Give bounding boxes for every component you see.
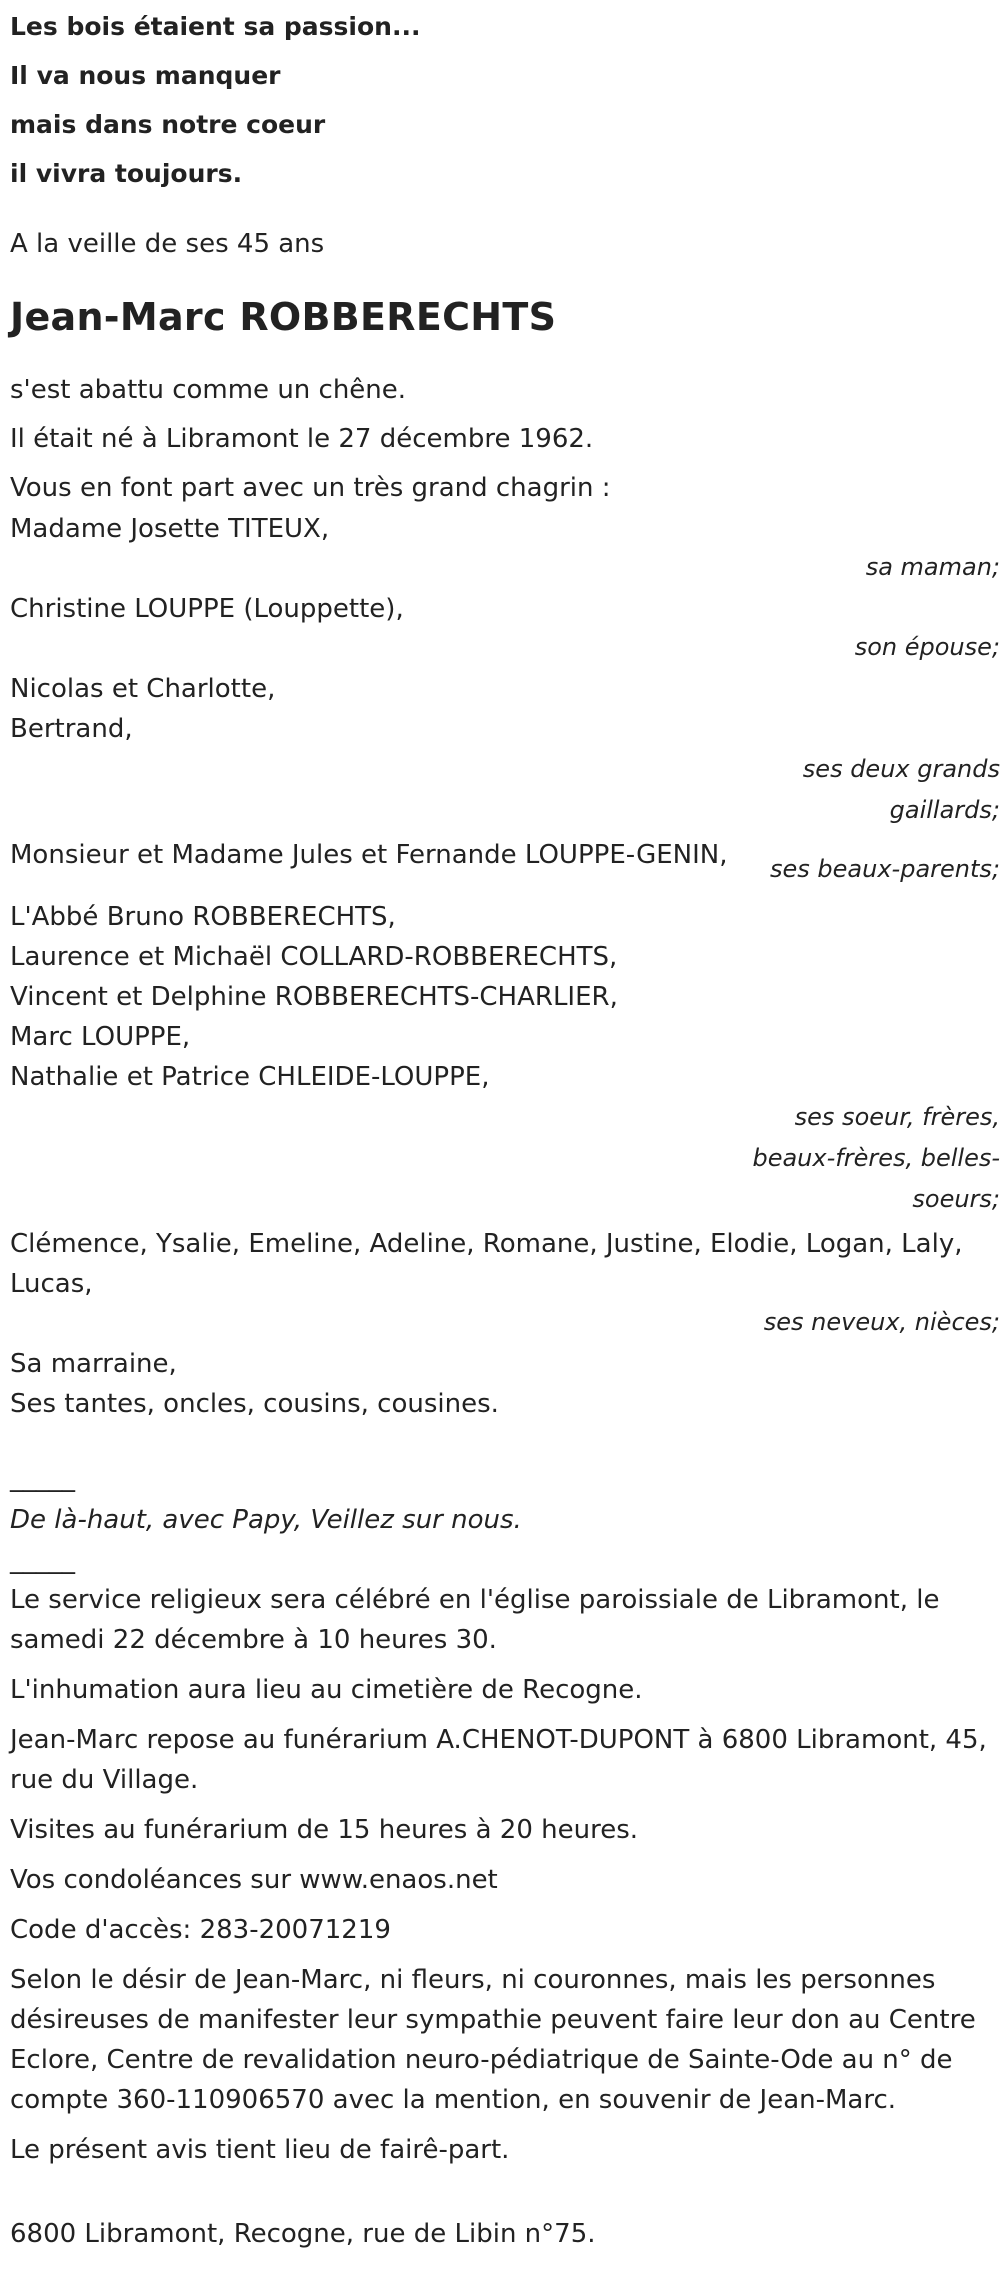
family-member: Monsieur et Madame Jules et Fernande LOUPPE-GENIN,	[10, 840, 728, 870]
deceased-name: Jean-Marc ROBBERECHTS	[10, 295, 557, 339]
obituary-content	[0, 2, 1000, 2254]
address: 6800 Libramont, Recogne, rue de Libin n°75.	[10, 2219, 596, 2249]
family-relation: ses neveux, nièces;	[763, 1308, 1000, 1336]
family-member: Laurence et Michaël COLLARD-ROBBERECHTS,	[10, 942, 618, 972]
family-group	[10, 897, 1000, 1220]
family-group	[10, 509, 1000, 585]
poem-line: il vivra toujours.	[10, 159, 243, 188]
family-group	[10, 589, 1000, 665]
info-paragraph: Le présent avis tient lieu de fairê-part.	[10, 2135, 510, 2165]
separator: _____	[10, 1545, 75, 1575]
info-paragraph: Le service religieux sera célébré en l'église paroissiale de Libramont, le samedi 22 décembre à 10 heures 30.	[10, 1585, 940, 1655]
family-member: Sa marraine,	[10, 1349, 177, 1379]
poem-line: Il va nous manquer	[10, 61, 281, 90]
intro-line: s'est abattu comme un chêne.	[10, 375, 407, 405]
family-member: Marc LOUPPE,	[10, 1022, 191, 1052]
info-paragraph: Selon le désir de Jean-Marc, ni fleurs, ni couronnes, mais les personnes désireuses de manifester leur sympathie peuvent faire leur don au Centre Eclore, Centre de revalidation neuro-pédiatrique de Sainte-Ode au n° de compte 360-110906570 avec la mention, en souvenir de Jean-Marc.	[10, 1965, 976, 2115]
info-paragraph: Code d'accès: 283-20071219	[10, 1915, 391, 1945]
family-relation: sa maman;	[865, 553, 1000, 581]
family-member: Clémence, Ysalie, Emeline, Adeline, Romane, Justine, Elodie, Logan, Laly, Lucas,	[10, 1229, 963, 1299]
family-relation-wrap	[10, 1097, 1000, 1220]
age-line: A la veille de ses 45 ans	[10, 229, 325, 259]
separator: _____	[10, 1463, 75, 1493]
family-member: Christine LOUPPE (Louppette),	[10, 594, 404, 624]
family-relation: son épouse;	[854, 633, 1000, 661]
family-member: Nicolas et Charlotte,	[10, 674, 276, 704]
poem	[10, 2, 1000, 198]
family-member: Nathalie et Patrice CHLEIDE-LOUPPE,	[10, 1062, 490, 1092]
funeral-info	[10, 1580, 1000, 2170]
family-group	[10, 1344, 1000, 1424]
intro-line: Vous en font part avec un très grand chagrin :	[10, 473, 611, 503]
family-member: Vincent et Delphine ROBBERECHTS-CHARLIER,	[10, 982, 618, 1012]
family-relation: ses deux grands gaillards;	[802, 755, 1000, 824]
family-member: Madame Josette TITEUX,	[10, 514, 330, 544]
intro-line: Il était né à Libramont le 27 décembre 1962.	[10, 424, 594, 454]
poem-line: Les bois étaient sa passion...	[10, 12, 421, 41]
info-paragraph: Vos condoléances sur www.enaos.net	[10, 1865, 498, 1895]
family-member: Ses tantes, oncles, cousins, cousines.	[10, 1389, 499, 1419]
family-group	[10, 1224, 1000, 1340]
family-relation: ses soeur, frères, beaux-frères, belles-soeurs;	[752, 1103, 1000, 1213]
family-group	[10, 669, 1000, 831]
quote: De là-haut, avec Papy, Veillez sur nous.	[10, 1505, 522, 1535]
info-paragraph: L'inhumation aura lieu au cimetière de Recogne.	[10, 1675, 643, 1705]
family-relation: ses beaux-parents;	[770, 855, 1000, 883]
poem-line: mais dans notre coeur	[10, 110, 326, 139]
family-member: L'Abbé Bruno ROBBERECHTS,	[10, 902, 396, 932]
family-relation-wrap	[10, 749, 1000, 831]
family-member: Bertrand,	[10, 714, 133, 744]
info-paragraph: Visites au funérarium de 15 heures à 20 heures.	[10, 1815, 639, 1845]
info-paragraph: Jean-Marc repose au funérarium A.CHENOT-DUPONT à 6800 Libramont, 45, rue du Village.	[10, 1725, 987, 1795]
family-group	[10, 835, 1000, 891]
